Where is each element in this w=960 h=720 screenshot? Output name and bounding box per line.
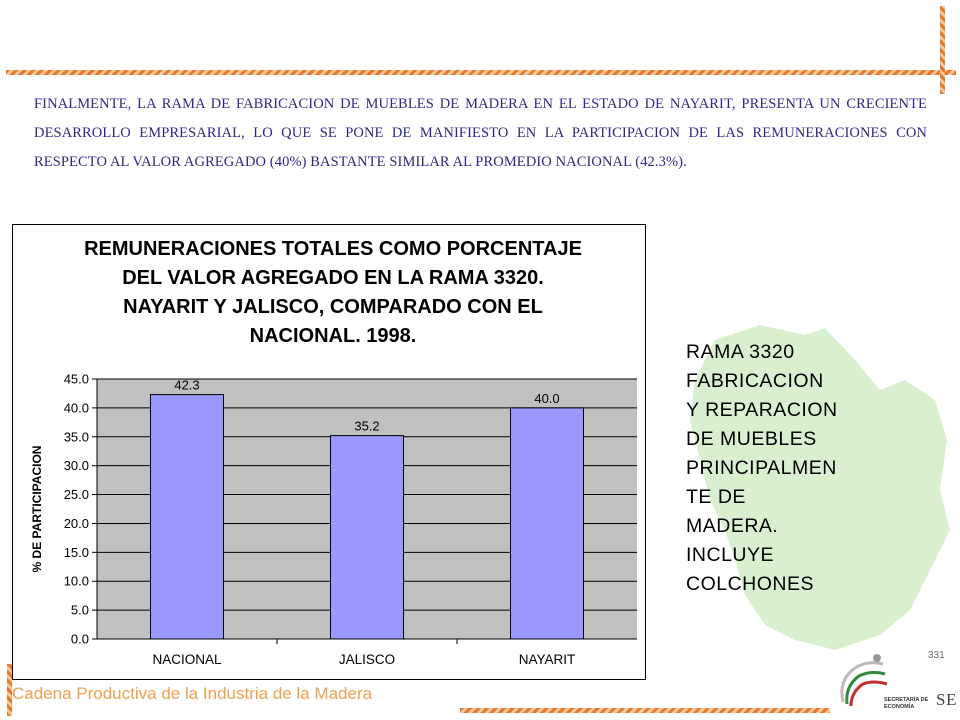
- data-label: 42.3: [174, 377, 200, 393]
- bar-chart: [13, 225, 645, 679]
- y-tick-label: 0.0: [70, 631, 89, 647]
- data-label: 35.2: [354, 418, 380, 434]
- y-tick-label: 15.0: [63, 544, 89, 560]
- y-tick-label: 20.0: [63, 515, 89, 531]
- y-tick-label: 35.0: [63, 429, 89, 445]
- chart-title: REMUNERACIONES TOTALES COMO PORCENTAJE DEL VALOR AGREGADO EN LA RAMA 3320. NAYARIT Y JALISCO, COMPARADO CON EL NACIONAL. 1998.: [84, 238, 582, 347]
- data-label: 40.0: [534, 390, 560, 406]
- intro-paragraph: FINALMENTE, LA RAMA DE FABRICACION DE MUEBLES DE MADERA EN EL ESTADO DE NAYARIT, PRESENTA UN CRECIENTE DESARROLLO EMPRESARIAL, LO QUE SE PONE DE MANIFIESTO EN LA PARTICIPACION DE LAS REMUNERACIONES CON RESPECTO AL VALOR AGREGADO (40%) BASTANTE SIMILAR AL PROMEDIO NACIONAL (42.3%).: [34, 96, 927, 170]
- x-tick-label: JALISCO: [338, 652, 396, 667]
- bottom-stripe: [460, 708, 830, 713]
- top-stripe: [6, 70, 956, 75]
- bar: [331, 436, 404, 639]
- se-logo-mark: SE: [936, 690, 957, 709]
- rama-line: Y REPARACION: [686, 399, 838, 421]
- y-tick-label: 5.0: [70, 602, 89, 618]
- top-right-stripe: [940, 6, 945, 94]
- x-tick-label: NAYARIT: [518, 652, 576, 667]
- rama-line: DE MUEBLES: [686, 428, 817, 450]
- y-tick-label: 40.0: [63, 400, 89, 416]
- rama-line: PRINCIPALMEN: [686, 457, 837, 479]
- bar: [511, 408, 584, 639]
- y-tick-label: 30.0: [63, 458, 89, 474]
- rama-line: TE DE: [686, 486, 746, 508]
- chart-container: [12, 224, 646, 680]
- rama-line: RAMA 3320: [686, 341, 795, 363]
- secretaria-label: [884, 697, 928, 711]
- footer-title: Cadena Productiva de la Industria de la Madera: [12, 684, 373, 703]
- rama-line: COLCHONES: [686, 573, 815, 595]
- logo-line-1: SECRETARÍA DE: [884, 697, 929, 703]
- rama-description: [686, 338, 838, 599]
- logo-line-2: ECONOMÍA: [884, 704, 915, 710]
- rama-line: MADERA.: [686, 515, 779, 537]
- rama-line: INCLUYE: [686, 544, 775, 566]
- y-tick-label: 10.0: [63, 573, 89, 589]
- bar: [151, 395, 224, 639]
- x-tick-label: NACIONAL: [152, 652, 222, 667]
- y-tick-label: 45.0: [63, 371, 89, 387]
- y-axis-title: % DE PARTICIPACION: [30, 445, 44, 573]
- page-number: 331: [928, 650, 945, 661]
- rama-line: FABRICACION: [686, 370, 824, 392]
- y-tick-label: 25.0: [63, 487, 89, 503]
